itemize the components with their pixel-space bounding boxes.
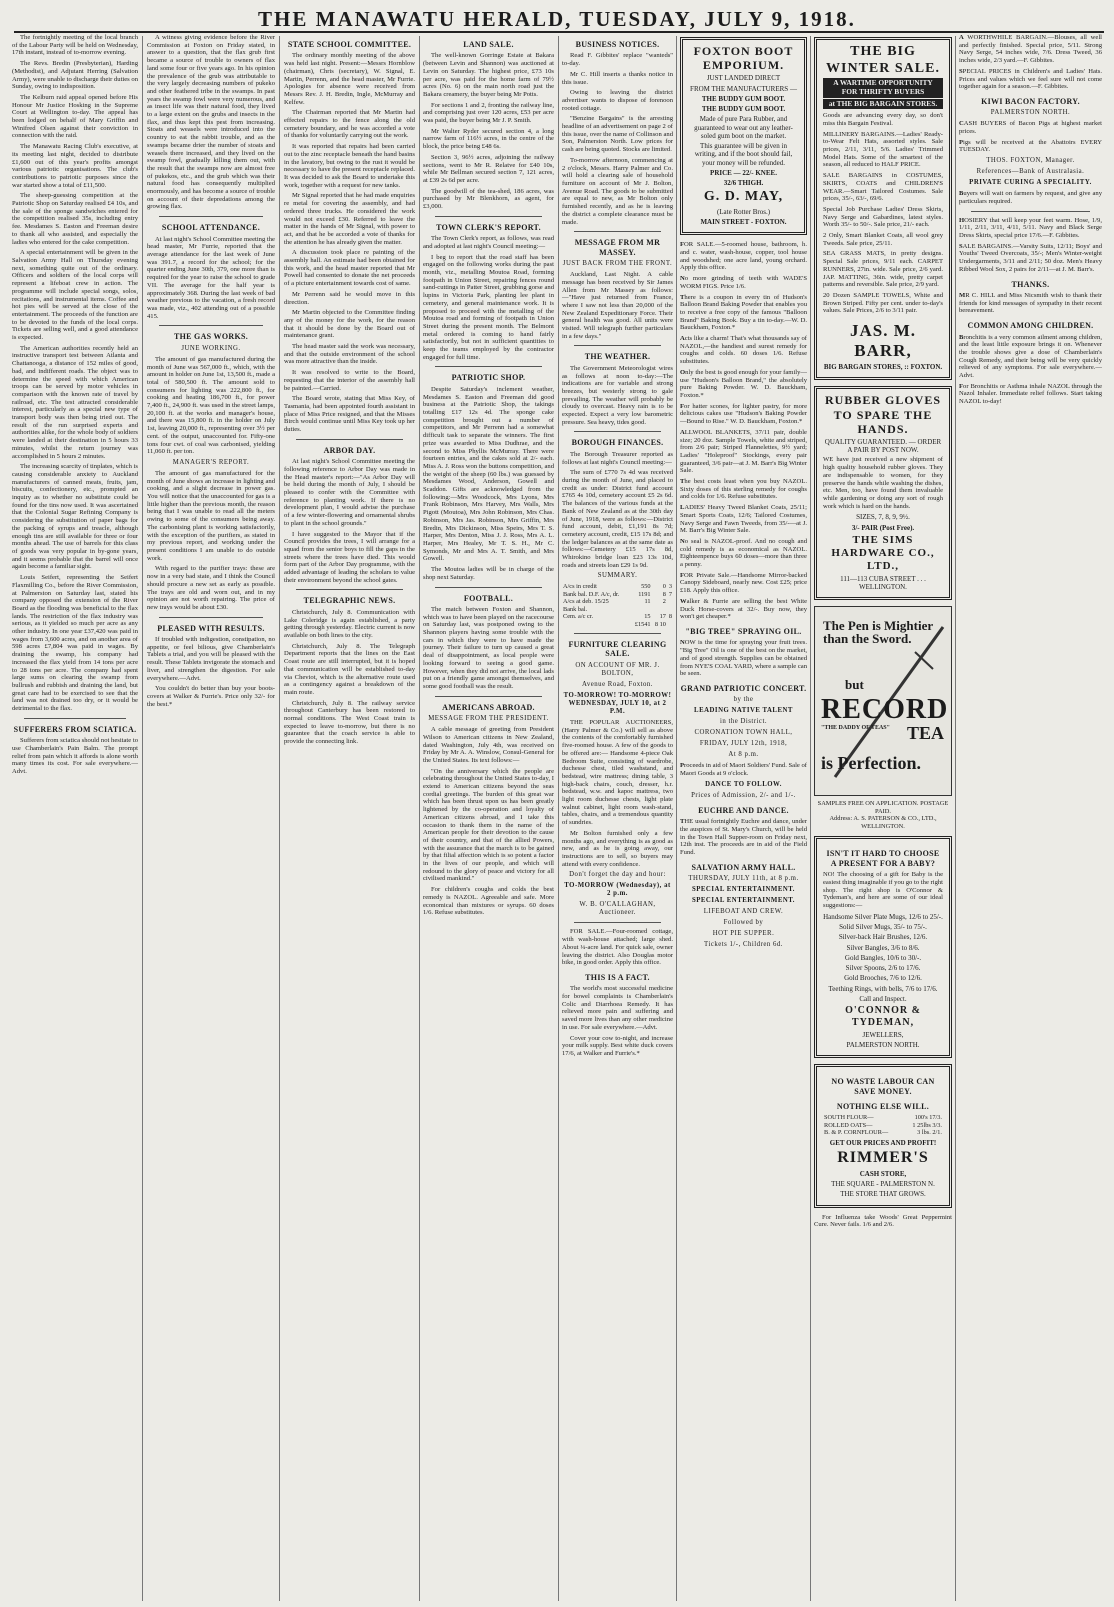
price-row <box>823 1122 943 1129</box>
ad-line: MAIN STREET - FOXTON. <box>700 218 787 227</box>
news-paragraph: It was reported that repairs had been carried out to the zinc receptacle beneath the hand basins in the lavatory, but owing to the rust it would be necessary to have the present receptacle replaced. It was decided to ask the Board to undertake this work, together with a request for new tanks. <box>284 143 415 189</box>
ad-line: JUST LANDED DIRECT <box>706 74 781 83</box>
divider <box>159 325 263 326</box>
rimmer-store-ad <box>814 1064 952 1207</box>
divider <box>296 589 403 590</box>
section-heading: AMERICANS ABROAD. <box>442 702 535 712</box>
news-paragraph: Mr C. Hill inserts a thanks notice in this issue. <box>562 70 673 86</box>
summary-row <box>562 613 673 620</box>
news-paragraph: Despite Saturday's inclement weather, Mesdames S. Easton and Freeman did good business at the Patriotic Shop, the takings totalling £17 12s 4d. The sponge cake competition brought out a number of competitors, and Mr Perrenn had a somewhat difficult task to separate the winners. The first prize was awarded to Miss Dudhrae, and the second to Miss Phyllis McMurray. There were fourteen entries, and the cakes sold at 2/- each. Miss A. J. Ross won the buttons competition, and the weight of the sheep (60 lbs.) was guessed by Mesdames Wood, Anderson, Gowell and Scaddon. Gifts are acknowledged from the following:—Mrs Woodcock, Mrs Lyons, Mrs Frank Robinson, Mrs Harvey, Mrs Walls, Mrs Pigott (Moutoa), Mrs John Robinson, Mrs Chas. Robinson, Mrs Jas. Robinson, Mrs Griffin, Mrs Bredin, Mrs Dickinson, Miss Speirs, Mrs T. S. Harper, Mrs Denton, Miss J. J. Ross, Mrs A. L. Harper, Mrs Healey, Mr T. S. H., Mr C. Symonds, Mr and Mrs A. T. Smith, and Mrs Gowell. <box>423 385 554 563</box>
ad-price: 3/- PAIR (Post Free). <box>851 523 915 532</box>
news-paragraph: The well-known Gorringe Estate at Bakara (between Levin and Shannon) was auctioned at Levin on Saturday. The highest price, £73 10s per acre, was paid for the home farm of 79½ acres (No. 6) on the main north road just the Bakara creamery, the buyer being Mr Potts. <box>423 52 554 98</box>
column-4 <box>423 34 554 1604</box>
summary-cell: 0 <box>662 583 666 591</box>
price-item: SOUTH FLOUR— <box>824 1114 874 1122</box>
section-heading: COMMON AMONG CHILDREN. <box>967 321 1094 331</box>
winter-sale-ad <box>814 37 952 380</box>
ad-line: THE SQUARE - PALMERSTON N. <box>831 1180 935 1189</box>
classified-ad: There is a coupon in every tin of Hudson's Balloon Brand Baking Powder that enables you to receive a free copy of the famous "Balloon Brand" Baking Book. Buy a tin to-day.—W. D. Bauckham, Foxton.* <box>680 293 807 332</box>
summary-cell: A/cs at deb. 15/25 <box>563 598 609 606</box>
news-paragraph: The sum of £770 7s 4d was received during the month of June, and placed to credit as under: District fund account £765 4s 10d, cemetery account £5 2s 6d. The balances of the various funds at the Bank of New Zealand as at the 30th day of June, 1918, were as follows:—District fund account, debit, £1,191 8s 7d; cemetery account, credit, £15 17s 8d; and the ledger balances as at the same date as follows:—Cemetery £15 17s 8d, Whirokino bridge loan £23 13s 10d, roads and streets loan £29 1s 9d. <box>562 469 673 569</box>
ad-line: BIG BARGAIN STORES, :: FOXTON. <box>823 363 943 372</box>
column-7 <box>814 34 952 1604</box>
ad-text: SEA GRASS MATS, in pretty designs. Special Sale prices, 9/11 each. CARPET RUNNERS, 27in. wide. Sale price, 2/6 yard. JAP. MATTING, 36in. wide, pretty carpet patterns and reversible. Sale price, 2/9 yard. <box>823 250 943 289</box>
news-paragraph: The head master said the work was necessary, and that the outside environment of the school was more attractive than the inside. <box>284 343 415 366</box>
rubber-gloves-ad <box>814 386 952 600</box>
classified-ad: SALE BARGAINS.—Varsity Suits, 12/11; Boys' and Youths' Tweed Overcoats, 35/-; Men's Winter-weight Undergarments, 3/11 and 2/11; 50 doz. Men's Heavy Ribbed Wool Sox, 2 pairs for 2/11—at J. M. Barr's. <box>959 242 1102 273</box>
tea-word: TEA <box>907 723 945 744</box>
column-rule <box>419 36 420 1601</box>
divider <box>574 431 661 432</box>
divider <box>435 696 542 697</box>
summary-cell: 3 <box>668 583 672 591</box>
news-paragraph: The increasing scarcity of tinplates, which is causing considerable anxiety to Auckland manufacturers of canned meats, fruits, jam, biscuits, confectionery, etc., prompted an inquiry as to whether no substitute could be found for the tins now used. It was ascertained that the Colonial Sugar Refining Company is considering the substitution of paper bags for the packing of syrups and treacle, although enough tins are still available for three or four months ahead. The use of barrels for this class of goods was very popular in by-gone years, and it seems probable that the barrel will once again become a familiar sight. <box>12 463 138 571</box>
ad-text: WE have just received a new shipment of high quality household rubber gloves. They are indispensable to women, for they preserve the hands while washing the dishes, etc. Men, too, have found them invaluable while gardening or doing any sort of rough work which is hard on the hands. <box>823 456 943 510</box>
section-heading: PATRIOTIC SHOP. <box>451 373 526 383</box>
summary-row <box>562 606 673 613</box>
price-value: 3 lbs. 2/1. <box>917 1129 942 1137</box>
summary-cell <box>631 606 652 613</box>
classified-ad: FOR Private Sale.—Handsome Mirror-backed Canopy Sideboard, nearly new. Cost £25; price £18. Apply this office. <box>680 571 807 595</box>
salvation-sub: LIFEBOAT AND CREW. <box>703 908 784 916</box>
column-8 <box>959 34 1102 1604</box>
classified-ad: THE usual fortnightly Euchre and dance, under the auspices of St. Mary's Church, will be held in the Town Hall Supper-room on Friday next, 12th inst. The proceeds are in aid of the Field Fund. <box>680 818 807 857</box>
concert-line: in the District. <box>719 718 768 726</box>
section-heading: TELEGRAPHIC NEWS. <box>303 596 396 606</box>
record-tea-ad <box>814 606 952 796</box>
news-paragraph: A discussion took place re painting of the assembly hall. An estimate had been obtained for this work, and the head master reported that Mr Powell had consented to donate the net proceeds of a picture entertainment towards cost of same. <box>284 249 415 288</box>
section-subheading: PALMERSTON NORTH. <box>990 109 1071 117</box>
classified-ad: HOSIERY that will keep your feet warm. Hose, 1/9, 1/11, 2/11, 3/11, 4/11, 5/11. Navy and Black Serge Dress Skirts, special price 17/6.—F. Gibbites. <box>959 216 1102 240</box>
news-paragraph: With regard to the purifier trays: these are now in a very bad state, and I think the Council should procure a new set as early as possible. The trays are old and worn out, and in my opinion are not worth repairing. The price of new trays would be about £30. <box>147 565 275 611</box>
summary-cell: 1191 <box>638 590 651 598</box>
ad-price: PRICE — 22/- KNEE. <box>710 168 777 177</box>
foxton-boot-ad <box>680 37 807 235</box>
news-paragraph: A cable message of greeting from President Wilson to American citizens in New Zealand, dated Washington, July 4th, was received on Friday by Mr A. A. Winslow, Consul-General for the United States. Its text follows:— <box>423 726 554 764</box>
news-paragraph: A witness giving evidence before the River Commission at Foxton on Friday stated, in answer to a question, that the flax grub first became a source of trouble to owners of flax land some four or five years ago. In his opinion the prevalence of the grub was attributable to the very largely decreasing numbers of pukeko and other feathered tribe in the swamps. In past years the swamp fowl were very numerous, and as insect life was their natural food, they lived to a large extent on the grubs and insects in the flax, and thus kept this pest from increasing. Stoats and weasels were introduced into the country to eat the rabbit trouble, and as the swamps became drier the number of stoats and weasels there increased, and they lived on the swamp fowl, gradually killing them out, with the result that the swamps now are almost free of pukekos, etc., and the grub which was their natural food has consequently multiplied enormously, and has become a source of trouble on account of their depredations among the growing flax. <box>147 34 275 211</box>
classified-ad: For hatter scones, for lighter pastry, for more delicious cakes use "Hudson's Baking Powder—Bound to Rise." W. D. Bauckham, Foxton.* <box>680 402 807 426</box>
section-heading: "BIG TREE" SPRAYING OIL. <box>685 626 802 636</box>
news-paragraph: The Board wrote, stating that Miss Key, of Tasmania, had been appointed fourth assistant in place of Miss Price resigned, and that the Misses Birch would continue until Miss Key took up her duties. <box>284 395 415 434</box>
salvation-title: SPECIAL ENTERTAINMENT. <box>691 886 796 894</box>
divider <box>159 216 263 217</box>
ad-title: RUBBER GLOVES TO SPARE THE HANDS. <box>824 393 942 436</box>
news-paragraph: The amount of gas manufactured for the month of June shows an increase in lighting and cooking, and a slight decrease in power gas. You will notice that the unaccounted for gas is a little higher than the previous month, the reason being that I was unable to read all the meters owing to some of the consumers being away. The carbonising plant is working satisfactorily, with the exception of the purifiers, as stated in my previous report, and working under the present conditions I am unable to do outside work. <box>147 469 275 562</box>
price-item: B. & P. CORNFLOUR— <box>824 1129 889 1137</box>
news-paragraph: Mr Bolton furnished only a few months ago, and everything is as good as new, and as he is going away, our instructions are to sell, so buyers may attend with every confidence. <box>562 829 673 868</box>
section-heading: KIWI BACON FACTORY. <box>981 96 1080 106</box>
classified-ad: Bronchitis is a very common ailment among children, and the least little exposure brings it on. Whenever the trouble shows give a dose of Chamberlain's Cough Remedy, and their being will be very quickly relieved of any symptoms. For sale everywhere.—Advt. <box>959 333 1102 380</box>
divider <box>574 633 661 634</box>
ad-text: MILLINERY BARGAINS.—Ladies' Ready-to-Wear Felt Hats, assorted styles. Sale prices, 2/11, 3/11, 5/6. Ladies' Trimmed Model Hats. Some of the smartest of the season, all reduced to HALF PRICE. <box>823 130 943 169</box>
summary-row <box>562 583 673 590</box>
section-heading: THANKS. <box>1011 279 1050 289</box>
ad-line: THE BUDDY GUM BOOT. <box>701 94 786 103</box>
column-rule <box>558 36 559 1601</box>
ad-title: FOXTON BOOT EMPORIUM. <box>693 44 794 73</box>
summary-row <box>562 591 673 598</box>
column-1 <box>12 34 138 1604</box>
kiwi-manager: THOS. FOXTON, Manager. <box>986 157 1075 165</box>
ad-line: Call and Inspect. <box>859 994 907 1003</box>
ad-subtitle: NOTHING ELSE WILL. <box>836 1102 930 1112</box>
summary-cell: A/cs in credit <box>563 583 597 591</box>
classified-ad: LADIES' Heavy Tweed Blanket Coats, 25/11; Smart Sports Coats, 12/6; Tailored Costumes, Navy Serge and Fawn Tweeds, from 35/-—at J. M. Barr's Big Winter Sale. <box>680 504 807 535</box>
tea-address: Address: A. S. PATERSON & CO., LTD., WELLINGTON. <box>829 815 937 830</box>
ad-item: Solid Silver Mugs, 35/- to 75/-. <box>839 923 927 932</box>
section-subheading: MANAGER'S REPORT. <box>172 458 250 466</box>
news-paragraph: Christchurch, July 8. The Telegraph Department reports that the lines on the East Coast route are still interrupted, but it is hoped that communication will be established to-day via Cheviot, which is the alternative route used as a contingency against a breakdown of the main route. <box>284 642 415 696</box>
concert-prices: Prices of Admission, 2/- and 1/-. <box>691 791 796 799</box>
section-subheading: JUNE WORKING. <box>181 344 241 352</box>
ad-item: Teething Rings, with bells, 7/6 to 17/6. <box>828 984 938 993</box>
ad-text: Special Job Purchase Ladies' Dress Skirts, Navy Serge and Gabardines, latest styles. Worth 35/- to 50/-. Sale price, 21/- each. <box>823 205 943 229</box>
column-rule <box>810 36 811 1601</box>
news-paragraph: The Town Clerk's report, as follows, was read and adopted at last night's Council meeting:— <box>423 235 554 250</box>
section-heading: EUCHRE AND DANCE. <box>698 805 789 815</box>
summary-cell: 8 <box>662 590 666 598</box>
divider <box>24 718 126 719</box>
news-paragraph: If troubled with indigestion, constipation, no appetite, or feel bilious, give Chamberlain's Tablets a trial, and you will be pleased with the result. These Tablets invigorate the stomach and liver, and strengthen the digestion. For sale everywhere.—Advt. <box>147 636 275 682</box>
column-rule <box>955 36 956 1601</box>
news-paragraph: At last night's School Committee meeting the head master, Mr Furrie, reported that the average attendance for the last week of June was 391.7, a record for the school; for the quarter ending June 30th, 379, one more than is required for the year to raise the school to grade VII. The average for the half year is approximately 368. During the last week of bad weather previous to the vacation, a fresh record was made, viz., 402 attending out of a possible 415. <box>147 235 275 320</box>
ad-item: Handsome Silver Plate Mugs, 12/6 to 25/-. <box>823 912 943 921</box>
sale-date: TO-MORROW! TO-MORROW! WEDNESDAY, JULY 10, at 2 P.M. <box>563 691 672 715</box>
news-paragraph: I beg to report that the road staff has been engaged on the following works during the past month, viz., metalling Moutoa Road, forming footpath in Union Street, repairing fences round sand-cuttings in Patter Street, grubbing gorse and lupins in Victoria Park, planting lee plant in cemetery, and general maintenance work. It is proposed to proceed with the metalling of the Moutoa road and forming of footpath in Union Street during the present month. The Belmont metal ordered is coming to hand fairly satisfactorily, but not in sufficient quantities to keep the teams employed by the contractor engaged for full time. <box>423 253 554 361</box>
tea-brand: RECORD <box>821 694 949 726</box>
auctioneer: W. B. O'CALLAGHAN, Auctioneer. <box>579 901 656 917</box>
news-paragraph: Mr Walter Ryder secured section 4, a long narrow farm of 116½ acres, in the centre of the block, the price being £48 6s. <box>423 127 554 151</box>
news-paragraph: At last night's School Committee meeting the following reference to Arbor Day was made in the Head master's report:—"As Arbor Day will be held during the month of July, I should be pleased to confer with the Committee with reference to planting work. If there is no development plan, I would advise the purchase of a few winter-flowering and ornamental shrubs to plant in the school grounds." <box>284 458 415 527</box>
news-paragraph: The fortnightly meeting of the local branch of the Labour Party will be held on Wednesday, 17th instant, instead of to-morrow evening. <box>12 34 138 57</box>
news-paragraph: Read F. Gibbites' replace "wanteds" to-day. <box>562 52 673 68</box>
news-paragraph: The Chairman reported that Mr Martin had effected repairs to the fence along the old cemetery boundary, and he was accorded a vote of thanks for voluntarily carrying out the work. <box>284 109 415 140</box>
ad-line: PALMERSTON NORTH. <box>846 1040 920 1049</box>
news-paragraph: The sheep-guessing competition at the Patriotic Shop on Saturday realised £4 10s, and the sale of the sponge sandwiches entered for the competition realised 35s, including entry fee. Mesdames S. Easton and Freeman desire to thank all who assisted, and especially the ladies who entered for the cake competition. <box>12 192 138 246</box>
section-subheading: MESSAGE FROM THE PRESIDENT. <box>428 715 549 723</box>
news-paragraph: The American authorities recently held an instructive transport test between Atlanta and Chattanooga, a distance of 152 miles of good, bad, and indifferent roads. The object was to determine the speed with which American troops can be served by motor vehicles in comparison with the known rate of travel by railroad, etc. The test attracted considerable interest, particularly as a special new type of transport body was then being tried out. The result of the run surprised experts and authorities alike, for the whole body of soldiers were landed at their destination in 5 hours 33 minutes, whilst the return journey was accomplished in 5 hours 2 minutes. <box>12 344 138 460</box>
classified-ad: FOR SALE.—5-roomed house, bathroom, h. and c. water, wash-house, copper, tool house and woodshed; one acre land, young orchard. Apply this office. <box>680 241 807 272</box>
summary-cell: 550 <box>641 583 651 591</box>
ad-name: RIMMER'S <box>837 1149 929 1166</box>
classified-ad: Buyers will wait on farmers by request, and give any particulars required. <box>959 190 1102 205</box>
divider <box>574 922 661 923</box>
column-2 <box>147 34 275 1604</box>
price-value: 1 25lbs 3/3. <box>912 1121 942 1129</box>
ad-name: THE SIMS HARDWARE CO., LTD., <box>831 533 935 572</box>
news-paragraph: Christchurch, July 8. The railway service throughout Canterbury has been restored to normal conditions. The West Coast train is expected to leave to-morrow, but there is no guarantee that the coach service is able to provide the connecting link. <box>284 699 415 746</box>
news-paragraph: The Government Meteorologist wires as follows at noon to-day:—The indications are for variable and strong breezes, but westerly strong to gale prevailing. The weather will probably be cloudy to overcast. Heavy rain is to be expected. Expect a very low barometric pressure. Sea heavy, tides good. <box>562 364 673 426</box>
tea-perfection: is Perfection. <box>821 753 921 774</box>
news-paragraph: Section 3, 96½ acres, adjoining the railway sections, went to Mr R. Relatve for £40 10s, while Mr Bellman secured section 7, 121 acres, at £39 2s 6d per acre. <box>423 153 554 184</box>
news-paragraph: "Benzine Bargains" is the arresting headline of an advertisement on page 2 of this issue, over the name of Collinson and Son, Palmerston North. Low prices for cash are being quoted. Stocks are limited. <box>562 115 673 154</box>
news-paragraph: For children's coughs and colds the best remedy is NAZOL. Agreeable and safe. More economical than mixtures or syrups. 60 doses 1/6. Refuse substitutes. <box>423 886 554 917</box>
section-heading: BOROUGH FINANCES. <box>571 438 664 448</box>
ad-title: THE BIG WINTER SALE. <box>826 44 940 76</box>
news-paragraph: The Manawatu Racing Club's executive, at its meeting last night, decided to distribute £1,600 out of this year's profits amongst various patriotic organisations. The club's contributions to patriotic purposes since the war started show a total of £11,500. <box>12 143 138 189</box>
news-paragraph: For sections 1 and 2, fronting the railway line, and comprising just over 120 acres, £53 per acre was paid, the buyer being Mr J. P. Smith. <box>423 101 554 125</box>
news-paragraph: Mr Martin objected to the Committee finding any of the money for the work, for the reason that it should be done by the Board out of maintenance grant. <box>284 309 415 340</box>
classified-ad: The best costs least when you buy NAZOL. Sixty doses of this sterling remedy for coughs and colds for 1/6. Refuse substitutes. <box>680 478 807 501</box>
section-heading: PLEASED WITH RESULTS. <box>157 623 265 633</box>
section-heading: SUFFERERS FROM SCIATICA. <box>13 724 137 734</box>
summary-cell <box>667 606 673 613</box>
news-paragraph: Mr Perrenn said he would move in this direction. <box>284 290 415 306</box>
ad-line: CASH STORE, <box>859 1169 907 1178</box>
summary-table <box>562 583 673 628</box>
summary-cell <box>667 598 673 605</box>
classified-ad: Acts like a charm! That's what thousands say of NAZOL,—the handiest and surest remedy for coughs and colds. 60 doses 1/6. Refuse substitutes. <box>680 335 807 366</box>
news-paragraph: The Kelburn raid appeal opened before His Honour Mr Justice Hosking in the Supreme Court at Wellington to-day. The appeal has been lodged on behalf of Mary Griffin and Winifred Olsen against their conviction in connection with the raid. <box>12 93 138 140</box>
summary-cell: £1541 <box>634 620 651 628</box>
news-paragraph: The Moutoa ladies will be in charge of the shop next Saturday. <box>423 566 554 581</box>
news-paragraph: Mr Signal reported that he had made enquiries re metal for covering the assembly, and had ordered three trucks. He considered the work would not exceed £30. Referred to leave the matter in the hands of Mr Signal, with power to act, and that he be accorded a vote of thanks for the attention he has already given the matter. <box>284 192 415 246</box>
ad-line: (Late Rotter Bros.) <box>716 207 771 216</box>
section-heading: FURNITURE CLEARING SALE. <box>568 640 667 659</box>
section-heading: ARBOR DAY. <box>323 445 376 455</box>
summary-cell <box>667 621 673 628</box>
column-5 <box>562 34 673 1604</box>
masthead-rule <box>14 31 1104 33</box>
section-heading: STATE SCHOOL COMMITTEE. <box>287 40 412 49</box>
section-heading: SCHOOL ATTENDANCE. <box>161 223 261 233</box>
baby-present-ad <box>814 836 952 1058</box>
news-paragraph: The match between Foxton and Shannon, which was to have been played on the racecourse on Saturday last, was postponed owing to the Shannon players having some trouble with the cars in which they were to have made the journey. Their failure to turn up caused a great deal of disappointment, as local people were looking forward to seeing a good game. However, when they did not arrive, the local lads put on a friendly game amongst themselves, and some good football was the result. <box>423 605 554 690</box>
salvation-sub: Followed by <box>723 919 764 927</box>
section-heading: GRAND PATRIOTIC CONCERT. <box>680 683 807 693</box>
ad-text: SALE BARGAINS in COSTUMES, SKIRTS, COATS and CHILDREN'S WEAR.—Smart Tailored Costumes. Sale prices, 35/-, 63/-, 69/6. <box>823 172 943 203</box>
ad-line: QUALITY GUARANTEED. — ORDER A PAIR BY POST NOW. <box>824 437 942 455</box>
news-paragraph: THE POPULAR AUCTIONEERS, (Harry Palmer & Co.) will sell as above the contents of the comfortably furnished five-roomed house. A few of the goods to be offered are:— Handsome 4-piece Oak Bedroom Suite, consisting of wardrobe, duchesse chest, tiled washstand, and bedstead, wire mattress; dining table, 3 high-back chairs, couch, dresser, h.r. bedstead, w.w. and kapoc mattress, two light room duchesse chests, light plate walnut cabinet, light room wash-stand, tables, chairs, and a tremendous quantity of sundries. <box>562 718 673 827</box>
concert-line: by the <box>733 696 754 704</box>
salvation-sub: HOT PIE SUPPER. <box>712 930 775 938</box>
divider <box>435 587 542 588</box>
news-paragraph: The ordinary monthly meeting of the above was held last night. Present:—Messrs Hornblow (chairman), Chris (secretary), W. Signal, E. Martin, Perrenn, and the head master, Mr Furrie. Apologies for absence were received from Messrs Rev. J. H. Bredin, Ingle, McMurray and Kelfew. <box>284 52 415 106</box>
news-paragraph: Cover your cow to-night, and increase your milk supply. Best white duck covers 17/6, at Walker and Furrie's.* <box>562 1034 673 1057</box>
news-paragraph: To-morrow afternoon, commencing at 2 o'clock, Messrs. Harry Palmer and Co. will hold a clearing sale of household furniture on account of Mr J. Bolton, Avenue Road. The goods to be submitted are equal to new, as Mr Bolton only furnished recently, and as he is leaving the district a complete clearance must be made. <box>562 156 673 226</box>
section-subheading: Avenue Road, Foxton. <box>581 680 654 688</box>
summary-cell: 8 10 <box>654 620 666 628</box>
classified-ad: No more grinding of teeth with WADE'S WORM FIGS. Price 1/6. <box>680 275 807 290</box>
classified-ad: Pigs will be received at the Abattoirs EVERY TUESDAY. <box>959 138 1102 154</box>
section-heading: THIS IS A FACT. <box>585 972 650 982</box>
kiwi-private: PRIVATE CURING A SPECIALITY. <box>969 179 1092 187</box>
column-rule <box>676 36 677 1601</box>
news-paragraph: It was resolved to write to the Board, requesting that the interior of the assembly hall be painted.—Carried. <box>284 369 415 392</box>
news-paragraph: The Revs. Bredin (Presbyterian), Harding (Methodist), and Adjutant Herring (Salvation Army), were unable to discharge their duties on Sunday, owing to indisposition. <box>12 60 138 91</box>
news-paragraph: The world's most successful medicine for bowel complaints is Chamberlain's Colic and Diarrhoea Remedy. It has relieved more pain and suffering and saved more lives than any other medicine in use. For sale everywhere.—Advt. <box>562 985 673 1031</box>
price-item: ROLLED OATS— <box>824 1121 873 1129</box>
ad-line: FROM THE MANUFACTURERS — <box>690 84 797 93</box>
ad-item: Gold Brooches, 7/6 to 12/6. <box>844 974 922 983</box>
news-paragraph: The goodwill of the tea-shed, 186 acres, was purchased by Mr Blenkhorn, as agent, for £3,000. <box>423 187 554 211</box>
ad-line: THE STORE THAT GROWS. <box>840 1190 926 1199</box>
ad-title: NO WASTE LABOUR CAN SAVE MONEY. <box>831 1077 935 1096</box>
price-list <box>823 1114 943 1136</box>
ad-title: ISN'T IT HARD TO CHOOSE A PRESENT FOR A BABY? <box>826 849 940 868</box>
summary-cell: 11 <box>644 598 651 606</box>
summary-row <box>562 621 673 628</box>
tea-slogan: The Pen is Mightier than the Sword. <box>823 618 933 647</box>
classified-ad: FOR SALE.—Four-roomed cottage, with wash-house attached; large shed. About ¼-acre land. For quick sale, owner leaving the district. Also Douglas motor bike, in good order. Apply this office. <box>562 928 673 967</box>
classified-ad: Proceeds in aid of Maori Soldiers' Fund. Sale of Maori Goods at 9 o'clock. <box>680 762 807 778</box>
sale-reminder: Don't forget the day and hour: <box>569 871 666 879</box>
news-paragraph: The amount of gas manufactured during the month of June was 567,000 ft., which, with the amount in holder on June 1st, 13,500 ft., made a total of 580,500 ft. The amount sold to consumers for lighting was 222,800 ft., for cooking and heating 186,700 ft., for power 7,400 ft., 24,900 ft. was used in the street lamps, 20,100 ft. at the works and manager's house, and there was 15,800 ft. in the holder on July 1st, leaving 20,000 ft., representing over 3½ per cent. of the output, unaccounted for. Fifty-one tons four cwt. of coal was carbonised, yielding 11,060 ft. per ton. <box>147 355 275 456</box>
news-paragraph: Auckland, Last Night. A cable message has been received by Sir James Allen from Mr Massey as follows:—"Have just returned from France, where I saw not less than 20,000 of the New Zealand Expeditionary Force. Their general health was good. All units were visited. Will telegraph further particulars in a few days." <box>562 271 673 340</box>
news-paragraph: A special entertainment will be given in the Salvation Army Hall on Thursday evening next, something quite out of the ordinary. Officers and soldiers of the local corps will represent a lifeboat crew in action. The programme will include special songs, solos, recitations, and instrumental items. Coffee and hot pies will be served at the close of the entertainment. The proceeds of the function are to be devoted to the funds of the local corps. Tickets are selling well, and a good attendance is expected. <box>12 249 138 342</box>
ad-name: JAS. M. BARR, <box>849 321 917 361</box>
classified-ad: No seal is NAZOL-proof. And no cough and cold remedy is as economical as NAZOL. Eighteenpence buys 60 doses—more than three a penny. <box>680 537 807 569</box>
classified-ad: Walker & Furrie are selling the best White Duck Horse-covers at 32/-. Buy now, they won't get cheaper.* <box>680 597 807 621</box>
divider <box>435 216 542 217</box>
news-paragraph: You couldn't do better than buy your boots-covers at Walker & Furrie's. Price only 32/- for the best.* <box>147 685 275 708</box>
ad-item: Gold Bangles, 10/6 to 30/-. <box>844 953 922 962</box>
ad-line: SIZES, 7, 8, 9, 9½. <box>856 513 910 522</box>
price-value: 100's 17/3. <box>914 1114 942 1122</box>
divider <box>159 617 263 618</box>
news-paragraph: Louis Seifert, representing the Seifert Flaxmilling Co., before the River Commission, at Palmerston on Saturday last, stated his company opposed the extension of the River Board as the flooding was beneficial to the flax lands. The restriction of the flax industry was serious, as it yielded so much per acre as any other industry. In one year £37,420 was paid in wages from 3,600 acres, and on another area of 598 acres £7,804 was paid in wages. By draining the swamp, his company had increased the flax yield from 14 tons per acre to 28 tons per acre. The company had spent large sums on clearing the swamp from bullrush and rubbish and draining the land, but great care had to be exercised to see that the land was not drained too dry, or it would be detrimental to the flax. <box>12 574 138 713</box>
divider <box>574 345 661 346</box>
ad-line: This guarantee will be given in writing, and if the boot should fail, your money will be refunded. <box>694 142 793 167</box>
summary-cell: Cem. a/c cr. <box>563 613 594 621</box>
summary-cell: 8 <box>668 613 672 621</box>
ad-text: 20 Dozen SAMPLE TOWELS, White and Brown Striped. Fifty per cent. under to-day's values. Sale Prices, 2/6 to 3/11 pair. <box>823 292 943 315</box>
tea-samples: SAMPLES FREE ON APPLICATION. POSTAGE PAID. <box>817 800 949 815</box>
ad-item: Silver Spoons, 2/6 to 17/6. <box>845 964 921 973</box>
salvation-tickets: Tickets 1/-, Children 6d. <box>704 941 783 949</box>
concert-line: At 8 p.m. <box>728 751 759 759</box>
summary-cell <box>652 606 667 613</box>
divider <box>971 211 1090 212</box>
section-heading: BUSINESS NOTICES. <box>575 40 660 49</box>
sale-day: TO-MORROW (Wednesday), at 2 p.m. <box>564 882 671 898</box>
summary-cell: 2 <box>662 598 666 606</box>
ad-text: 2 Only, Smart Blanket Coats, all wool grey Tweeds. Sale price, 25/11. <box>823 232 943 247</box>
divider <box>435 366 542 367</box>
salvation-title: SPECIAL ENTERTAINMENT. <box>691 897 796 905</box>
section-heading: FOOTBALL. <box>463 593 514 603</box>
section-subheading: ON ACCOUNT OF MR. J. BOLTON, <box>575 661 660 677</box>
kiwi-references: References—Bank of Australasia. <box>976 168 1085 176</box>
column-rule <box>142 36 143 1601</box>
news-paragraph: Owing to leaving the district advertiser wants to dispose of forenoon rooted cottage. <box>562 89 673 112</box>
concert-line: FRIDAY, JULY 12th, 1918, <box>699 740 788 748</box>
ad-price: 32/6 THIGH. <box>723 179 764 188</box>
masthead: THE MANAWATU HERALD, TUESDAY, JULY 9, 1918. <box>258 7 856 31</box>
section-subheading: JUST BACK FROM THE FRONT. <box>562 260 673 268</box>
classified-ad: MR C. HILL and Miss Nicsmith wish to thank their friends for kind messages of sympathy in their recent bereavement. <box>959 292 1102 315</box>
summary-cell: 7 <box>668 590 672 598</box>
classified-ad: NOW is the time for spraying your fruit trees. "Big Tree" Oil is one of the best on the market, and of good strength. Supplies can be obtained from NYE'S COAL YARD, where a sample can be seen. <box>680 639 807 678</box>
ad-line: 111—113 CUBA STREET . . . WELLINGTON. <box>840 574 926 591</box>
salvation-date: THURSDAY, JULY 11th, at 8 p.m. <box>688 875 799 883</box>
concert-line: CORONATION TOWN HALL, <box>694 729 793 737</box>
section-heading: TOWN CLERK'S REPORT. <box>436 222 541 232</box>
tea-but: but <box>845 677 864 693</box>
section-heading: MESSAGE FROM MR MASSEY. <box>574 238 661 257</box>
concert-line: LEADING NATIVE TALENT <box>694 707 793 715</box>
ad-item: Silver-back Hair Brushes, 12/6. <box>838 933 928 942</box>
divider <box>296 439 403 440</box>
ad-item: Silver Bangles, 3/6 to 8/6. <box>846 943 920 952</box>
summary-cell: Bank bal. D.F. A/c, dr. <box>563 590 620 598</box>
section-subheading: SUMMARY. <box>597 572 638 580</box>
ad-banner: at THE BIG BARGAIN STORES. <box>823 99 943 110</box>
column-3 <box>284 34 415 1604</box>
ad-line: GET OUR PRICES AND PROFIT! <box>829 1138 937 1147</box>
concert-dance: DANCE TO FOLLOW. <box>705 780 782 788</box>
ad-line: Made of pure Para Rubber, and guaranteed to wear out any leather-soled gum boot on the market. <box>694 115 793 140</box>
section-heading: THE GAS WORKS. <box>173 332 249 342</box>
section-heading: SALVATION ARMY HALL. <box>691 862 796 872</box>
classified-ad: ALLWOOL BLANKETS, 37/11 pair, double size; 20 doz. Sample Towels, white and striped, from 2/6 pair; Striped Flannelettes, 9½ yard; Ladies' "Holeproof" Stockings, every pair guaranteed, 3/6 pair—at J. M. Barr's Big Winter Sale. <box>680 428 807 475</box>
column-rule <box>279 36 280 1601</box>
classified-ad: For Influenza take Woods' Great Peppermint Cure. Never fails. 1/6 and 2/6. <box>814 1213 952 1229</box>
classified-ad: SPECIAL PRICES in Children's and Ladies' Hats. Prices and values which we feel sure will not come together again for a season.—F. Gibbites. <box>959 67 1102 91</box>
price-row <box>823 1114 943 1121</box>
ad-banner: A WARTIME OPPORTUNITY FOR THRIFTY BUYERS <box>823 78 943 97</box>
summary-cell <box>562 621 631 628</box>
price-row <box>823 1129 943 1136</box>
summary-cell: Bank bal. <box>563 605 588 613</box>
section-heading: THE WEATHER. <box>584 352 651 362</box>
ad-line: JEWELLERS, <box>862 1030 904 1039</box>
ad-name: O'CONNOR & TYDEMAN, <box>845 1005 921 1028</box>
news-paragraph: I have suggested to the Mayor that if the Council provides the trees, I will arrange for a squad from the senior boys to fill the gaps in the streets where the trees have died. This would form part of the Arbor Day programme, with the added advantage of leading the scholars to value their environment beyond the school gates. <box>284 530 415 584</box>
ad-name: G. D. MAY, <box>703 189 784 205</box>
classified-ad: Only the best is good enough for your family—use "Hudson's Balloon Brand," the absolutely pure Baking Powder. W. D. Bauckham, Foxton.* <box>680 368 807 399</box>
news-paragraph: "On the anniversary which the people are celebrating throughout the United States to-day, I extend to American citizens beyond the seas cordial greetings. The burden of this great war which has been thrust upon us has been greatly lightened by the co-operation and loyalty of American citizens abroad, and I take this occasion to thank them in the name of the American people for their devotion to the cause of their country, and that of the allied Powers, with the assurance that the march is to be gained by that filial affection which is so potent a factor in the lives of our people, and which will redound to the glory of peace and victory for all civilised mankind." <box>423 767 554 883</box>
ad-line: THE BUDDY GUM BOOT. <box>701 105 786 114</box>
divider <box>574 231 661 232</box>
section-heading: LAND SALE. <box>463 40 514 49</box>
classified-ad: For Bronchitis or Asthma inhale NAZOL through the Nazol Inhaler. Immediate relief follows. Start taking NAZOL to-day! <box>959 382 1102 406</box>
summary-cell: 17 <box>659 613 666 621</box>
classified-ad: CASH BUYERS of Bacon Pigs at highest market prices. <box>959 120 1102 136</box>
news-paragraph: Sufferers from sciatica should not hesitate to use Chamberlain's Pain Balm. The prompt relief from pain which it affords is alone worth many times its cost. For sale everywhere.—Advt. <box>12 737 138 776</box>
column-6 <box>680 34 807 1604</box>
ad-text: Goods are advancing every day, so don't miss this Bargain Festival. <box>823 112 943 127</box>
news-paragraph: Christchurch, July 8. Communication with Lake Coleridge is again established, a party getting through yesterday. Electric current is now available on both lines to the city. <box>284 608 415 640</box>
news-paragraph: The Borough Treasurer reported as follows at last night's Council meeting:— <box>562 450 673 466</box>
summary-cell: 15 <box>644 613 651 621</box>
tea-daddy: "THE DADDY OF TEAS" <box>821 725 890 732</box>
summary-row <box>562 598 673 605</box>
ad-text: NO! The choosing of a gift for Baby is the easiest thing imaginable if you go to the right shop. The right shop is O'Connor & Tydeman's, and here are some of our ideal suggestions:— <box>823 871 943 910</box>
classified-ad: A WORTHWHILE BARGAIN.—Blouses, all well and perfectly finished. Special price, 5/11. Strong Navy Serge, 54 inches wide, 7/6. Dress Tweed, 36 inches wide, 2/3 yard.—F. Gibbites. <box>959 34 1102 65</box>
